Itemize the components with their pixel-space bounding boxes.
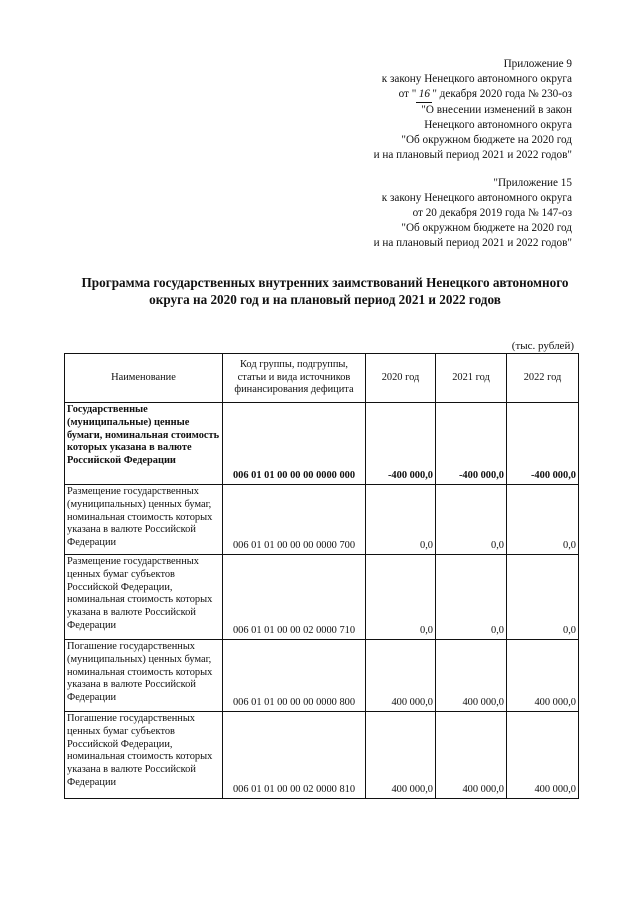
table-row	[65, 555, 579, 640]
table-row	[65, 485, 579, 555]
col-header-2020: 2020 год	[366, 354, 436, 403]
col-header-name: Наименование	[65, 354, 223, 403]
row-value-2020: 400 000,0	[366, 712, 436, 799]
decree-prefix: от "	[398, 88, 417, 100]
row-code: 006 01 01 00 00 00 0000 000	[223, 403, 366, 485]
document-title: Программа государственных внутренних заимствований Ненецкого автономного округа на 2020 год и на плановый период 2021 и 2022 годов	[81, 275, 569, 307]
table-row	[65, 403, 579, 485]
header-line: к закону Ненецкого автономного округа	[381, 73, 572, 85]
row-code: 006 01 01 00 00 00 0000 800	[223, 640, 366, 712]
header-line: Ненецкого автономного округа	[424, 119, 572, 131]
row-value-2020: 400 000,0	[366, 640, 436, 712]
header-line: и на плановый период 2021 и 2022 годов"	[373, 149, 572, 161]
col-header-2021: 2021 год	[436, 354, 507, 403]
row-value-2020: -400 000,0	[366, 403, 436, 485]
decree-suffix: " декабря 2020 года № 230-оз	[432, 88, 572, 100]
header-line: и на плановый период 2021 и 2022 годов"	[373, 237, 572, 249]
row-value-2021: 400 000,0	[436, 640, 507, 712]
col-header-code: Код группы, подгруппы, статьи и вида источников финансирования дефицита	[223, 354, 366, 403]
row-value-2022: -400 000,0	[507, 403, 579, 485]
header-line: "Об окружном бюджете на 2020 год	[401, 222, 572, 234]
header-line: Приложение 9	[503, 58, 572, 70]
row-name: Размещение государственных (муниципальных) ценных бумаг, номинальная стоимость которых указана в валюте Российской Федерации	[65, 485, 223, 555]
decree-date-line	[374, 87, 572, 103]
row-code: 006 01 01 00 00 02 0000 810	[223, 712, 366, 799]
row-code: 006 01 01 00 00 00 0000 700	[223, 485, 366, 555]
table-row	[65, 640, 579, 712]
row-name: Погашение государственных (муниципальных) ценных бумаг, номинальная стоимость которых указана в валюте Российской Федерации	[65, 640, 223, 712]
appendix-9-header	[374, 57, 572, 163]
row-value-2020: 0,0	[366, 555, 436, 640]
header-line: "О внесении изменений в закон	[421, 104, 572, 116]
row-value-2021: -400 000,0	[436, 403, 507, 485]
header-line: "Приложение 15	[493, 177, 572, 189]
row-name: Погашение государственных ценных бумаг субъектов Российской Федерации, номинальная стоимость которых указана в валюте Российской Федерации	[65, 712, 223, 799]
units-label: (тыс. рублей)	[511, 340, 574, 352]
borrowings-table	[64, 353, 579, 799]
handwritten-day: 16	[416, 87, 432, 103]
row-name: Государственные (муниципальные) ценные бумаги, номинальная стоимость которых указана в валюте Российской Федерации	[65, 403, 223, 485]
row-value-2021: 0,0	[436, 485, 507, 555]
header-line: к закону Ненецкого автономного округа	[381, 192, 572, 204]
row-value-2022: 400 000,0	[507, 712, 579, 799]
table-row	[65, 712, 579, 799]
row-value-2022: 0,0	[507, 555, 579, 640]
row-value-2022: 400 000,0	[507, 640, 579, 712]
header-line: "Об окружном бюджете на 2020 год	[401, 134, 572, 146]
header-line: от 20 декабря 2019 года № 147-оз	[412, 207, 572, 219]
row-code: 006 01 01 00 00 02 0000 710	[223, 555, 366, 640]
row-value-2021: 0,0	[436, 555, 507, 640]
row-name: Размещение государственных ценных бумаг субъектов Российской Федерации, номинальная стоимость которых указана в валюте Российской Федерации	[65, 555, 223, 640]
table-header-row	[65, 354, 579, 403]
row-value-2020: 0,0	[366, 485, 436, 555]
col-header-2022: 2022 год	[507, 354, 579, 403]
row-value-2022: 0,0	[507, 485, 579, 555]
row-value-2021: 400 000,0	[436, 712, 507, 799]
appendix-15-header	[374, 176, 572, 251]
